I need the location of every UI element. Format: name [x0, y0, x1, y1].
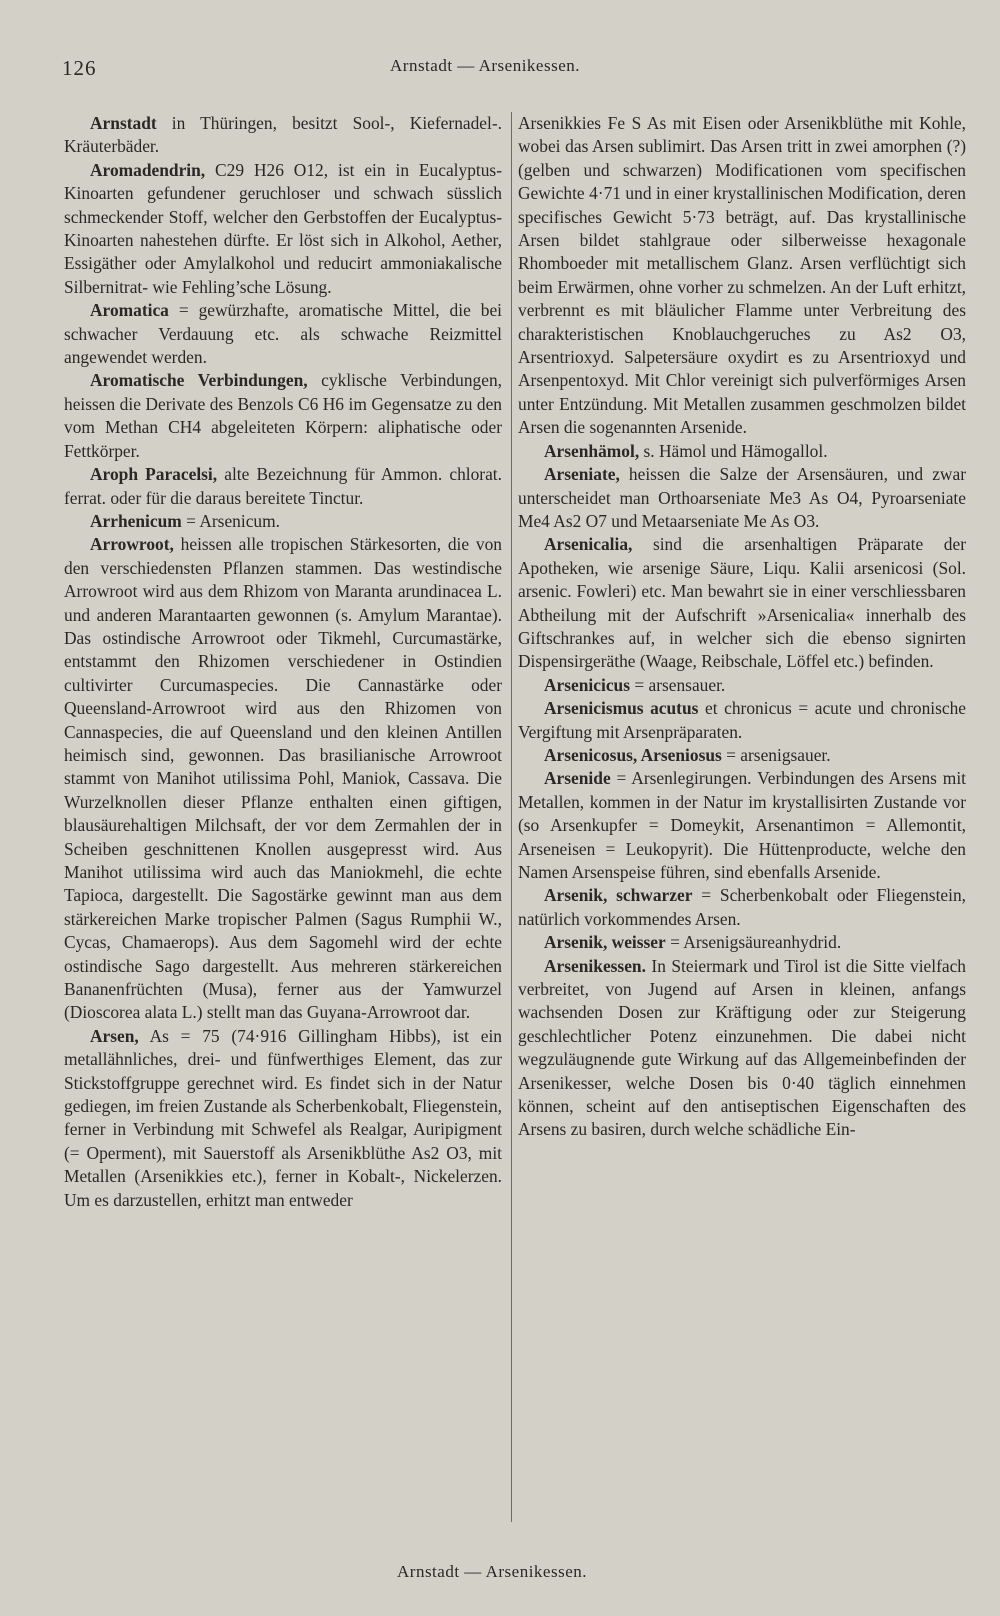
entry	[64, 533, 502, 1025]
entry-keyword: Arseniate,	[544, 464, 620, 485]
entry	[64, 112, 502, 159]
entry-text: alte Bezeichnung für Ammon. chlorat. ferrat. oder für die daraus bereitete Tinctur.	[64, 464, 502, 508]
entry-keyword: Arsenicosus, Arseniosus	[544, 744, 722, 765]
entry	[518, 440, 966, 463]
entry-text: heissen die Salze der Arsensäuren, und zwar unterscheidet man Orthoarseniate Me3 As O4, Pyroarseniate Me4 As2 O7 und Metaarseniate Me As O3.	[518, 464, 966, 531]
entry-keyword: Arsenicismus acutus	[544, 698, 699, 719]
entry-text: sind die arsenhaltigen Präparate der Apotheken, wie arsenige Säure, Liqu. Kalii arsenicosi (Sol. arsenic. Fowleri) etc. Man bewahrt sie in einer verschliessbaren Abtheilung mit der Aufschrift »Arsenicalia« innerhalb des Giftschrankes auf, in welcher sich die ebenso signirten Dispensirgeräthe (Waage, Reibschale, Löffel etc.) befinden.	[518, 534, 966, 672]
running-head: Arnstadt — Arsenikessen.	[390, 56, 581, 75]
entry-text: C29 H26 O12, ist ein in Eucalyptus-Kinoarten gefundener geruchloser und schwach süsslich schmeckender Stoff, welcher den Gerbstoffen der Eucalyptus-Kinoarten nahestehen dürfte. Er löst sich in Alkohol, Aether, Essigäther oder Amylalkohol und reducirt ammoniakalische Silbernitrat- wie Fehling’sche Lösung.	[64, 159, 502, 297]
entry-keyword: Arsenicalia,	[544, 534, 633, 555]
entry-text: = Arsenigsäureanhydrid.	[665, 932, 842, 953]
entry-keyword: Arsenide	[544, 768, 611, 789]
entry-keyword: Arrowroot,	[90, 534, 174, 555]
entry-text: = Scherbenkobalt oder Fliegenstein, natürlich vorkommendes Arsen.	[518, 885, 966, 929]
entry-keyword: Arsenicicus	[544, 674, 630, 695]
entry	[64, 510, 502, 533]
entry	[518, 744, 966, 767]
entry-keyword: Arsenhämol,	[544, 440, 640, 461]
entry	[64, 1025, 502, 1212]
entry-text: et chronicus = acute und chronische Vergiftung mit Arsenpräparaten.	[518, 698, 966, 742]
entry	[518, 674, 966, 697]
entry-text: s. Hämol und Hämogallol.	[639, 440, 828, 461]
footer-catchline: Arnstadt — Arsenikessen.	[397, 1562, 588, 1581]
entry-keyword: Aromatica	[90, 300, 169, 321]
entry	[64, 463, 502, 510]
entry	[518, 931, 966, 954]
entry-keyword: Arnstadt	[90, 113, 157, 133]
entry-text: = Arsenlegirungen. Verbindungen des Arsens mit Metallen, kommen in der Natur im krystallisirten Zustande vor (so Arsenkupfer = Domeykit, Arsenantimon = Allemontit, Arseneisen = Leukopyrit). Die Hüttenproducte, welche den Namen Arsenspeise führen, sind ebenfalls Arsenide.	[518, 768, 966, 882]
entry-keyword: Aromadendrin,	[90, 159, 206, 180]
entry-text: As = 75 (74·916 Gillingham Hibbs), ist ein metallähnliches, drei- und fünfwerthiges Element, das zur Stickstoffgruppe gerechnet wird. Es findet sich in der Natur gediegen, im freien Zustande als Scherbenkobalt, Fliegenstein, ferner in Verbindung mit Schwefel als Realgar, Auripigment (= Operment), mit Sauerstoff als Arsenikblüthe As2 O3, mit Metallen (Arsenikkies etc.), ferner in Kobalt-, Nickelerzen. Um es darzustellen, erhitzt man entweder	[64, 1025, 502, 1210]
entry-text: heissen alle tropischen Stärkesorten, die von den verschiedensten Pflanzen stammen. Das westindische Arrowroot wird aus dem Rhizom von Maranta arundinacea L. und anderen Marantaarten gewonnen (s. Amylum Marantae). Das ostindische Arrowroot oder Tikmehl, Curcumastärke, entstammt den Rhizomen verschiedener in Ostindien cultivirter Curcumaspecies. Die Cannastärke oder Queensland-Arrowroot wird aus den Rhizomen von Cannaspecies, die auf Queensland und den kleinen Antillen heimisch sind, gewonnen. Das brasilianische Arrowroot stammt von Manihot utilissima Pohl, Maniok, Cassava. Die Wurzelknollen dieser Pflanze enthalten einen giftigen, blausäurehaltigen Milchsaft, der vor dem Zermahlen der in Scheiben geschnittenen Knollen ausgepresst wird. Aus Manihot utilissima wird auch das Maniokmehl, die echte Tapioca, dargestellt. Die Sagostärke gewinnt man aus dem stärkereichen Marke tropischer Palmen (Sagus Rumphii W., Cycas, Chamaerops). Aus dem Sagomehl wird der echte ostindische Sago dargestellt. Aus mehreren stärkereichen Bananenfrüchten (Musa), ferner aus der Yamwurzel (Dioscorea alata L.) stellt man das Guyana-Arrowroot dar.	[64, 534, 502, 1023]
entry-keyword: Arsenik, weisser	[544, 932, 666, 953]
entry-text: = arsensauer.	[629, 674, 726, 695]
entry-text: in Thüringen, besitzt Sool-, Kiefernadel-. Kräuterbäder.	[64, 113, 502, 157]
entry-keyword: Aromatische Verbindungen,	[90, 370, 308, 391]
entry	[64, 369, 502, 463]
entry	[64, 159, 502, 299]
entry-text: = gewürzhafte, aromatische Mittel, die bei schwacher Verdauung etc. als schwache Reizmittel angewendet werden.	[64, 300, 502, 368]
entry	[518, 533, 966, 673]
entry-text: = arsenigsauer.	[721, 744, 831, 765]
entry-text: = Arsenicum.	[181, 510, 280, 531]
entry	[518, 463, 966, 533]
entry-text: cyklische Verbindungen, heissen die Derivate des Benzols C6 H6 im Gegensatze zu den vom Methan CH4 abgeleiteten Körpern: aliphatische oder Fettkörper.	[64, 370, 502, 461]
entry-keyword: Arrhenicum	[90, 510, 182, 531]
page-number: 126	[62, 56, 97, 80]
entry	[64, 299, 502, 369]
entry-continuation	[518, 112, 966, 440]
entry	[518, 955, 966, 1142]
entry-keyword: Aroph Paracelsi,	[90, 464, 218, 485]
column-divider	[511, 112, 512, 1522]
entry-keyword: Arsenikessen.	[544, 955, 646, 976]
entry-keyword: Arsen,	[90, 1025, 139, 1046]
left-column	[64, 112, 502, 1212]
entry	[518, 884, 966, 931]
entry	[518, 767, 966, 884]
entry	[518, 697, 966, 744]
entry-text: Arsenikkies Fe S As mit Eisen oder Arsenikblüthe mit Kohle, wobei das Arsen sublimirt. Das Arsen tritt in zwei amorphen (?) (gelben und schwarzen) Modificationen vom specifischen Gewichte 4·71 und in einer krystallinischen Modification, deren specifisches Gewicht 5·73 beträgt, auf. Das krystallinische Arsen bildet stahlgraue oder silberweisse hexagonale Rhomboeder mit metallischem Glanz. Arsen verflüchtigt sich beim Erwärmen, ohne vorher zu schmelzen. An der Luft erhitzt, verbrennt es mit bläulicher Flamme unter Verbreitung des charakteristischen Knoblauchgeruches zu As2 O3, Arsentrioxyd. Salpetersäure oxydirt es zu Arsentrioxyd und Arsenpentoxyd. Mit Chlor vereinigt sich pulverförmiges Arsen unter Entzündung. Mit Metallen zusammen geschmolzen bildet Arsen die sogenannten Arsenide.	[518, 113, 966, 438]
entry-keyword: Arsenik, schwarzer	[544, 885, 693, 906]
right-column	[518, 112, 966, 1142]
entry-text: In Steiermark und Tirol ist die Sitte vielfach verbreitet, von Jugend auf Arsen in kleinen, anfangs wachsenden Dosen zur Kräftigung oder zur Steigerung geschlechtlicher Potenz einzunehmen. Die dabei nicht wegzuläugnende gute Wirkung auf das Allgemeinbefinden der Arsenikesser, welche Dosen bis 0·40 täglich einnehmen können, scheint auf den antiseptischen Eigenschaften des Arsens zu basiren, durch welche schädliche Ein-	[518, 955, 966, 1140]
